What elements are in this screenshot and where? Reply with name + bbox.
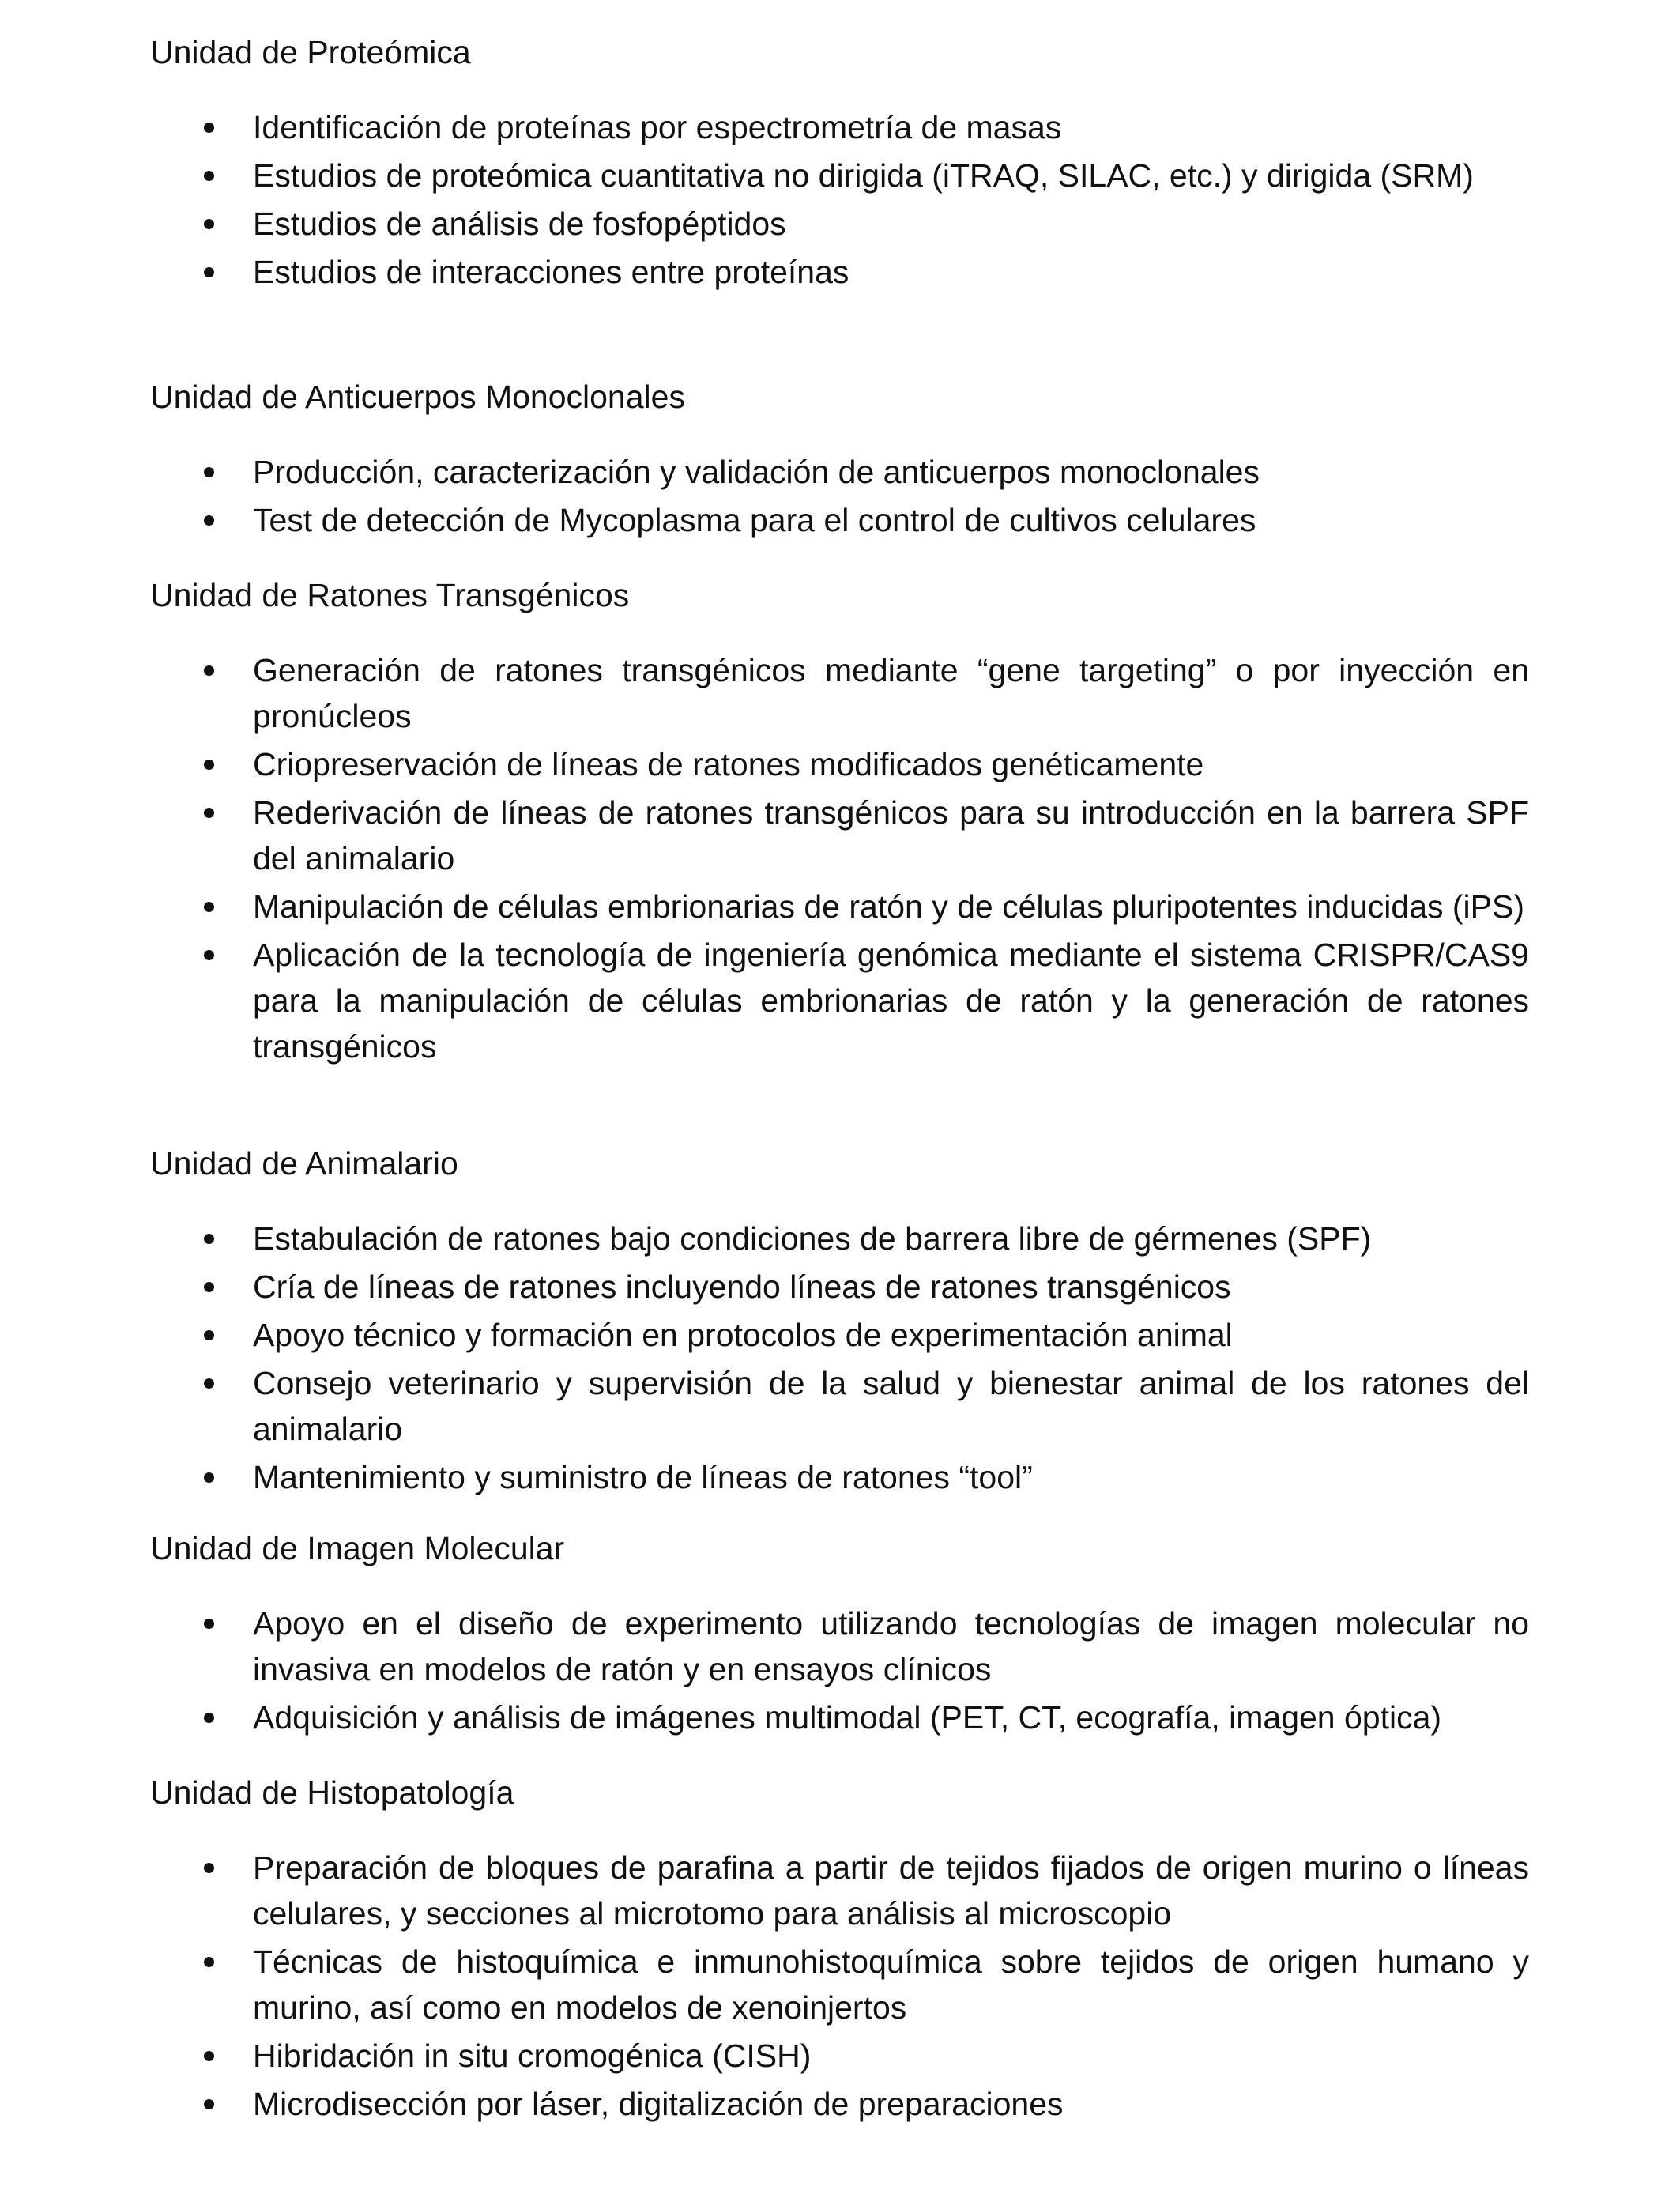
- list-item-text: Estudios de análisis de fosfopéptidos: [253, 205, 786, 242]
- bullet-icon: [204, 1957, 214, 1967]
- list-item-text: Consejo veterinario y supervisión de la salud y bienestar animal de los ratones del animalario: [253, 1365, 1529, 1447]
- list-item: [150, 1695, 1529, 1740]
- list-item: [150, 790, 1529, 881]
- list-item: [150, 201, 1529, 247]
- list-item: [150, 1360, 1529, 1452]
- bullet-list: [150, 1216, 1529, 1500]
- bullet-icon: [204, 1378, 214, 1389]
- bullet-icon: [204, 267, 214, 277]
- list-item: [150, 647, 1529, 739]
- bullet-icon: [204, 1282, 214, 1292]
- list-item-text: Estudios de proteómica cuantitativa no dirigida (iTRAQ, SILAC, etc.) y dirigida (SRM): [253, 157, 1474, 194]
- list-item: [150, 2033, 1529, 2079]
- bullet-list: [150, 104, 1529, 295]
- list-item-text: Estabulación de ratones bajo condiciones de barrera libre de gérmenes (SPF): [253, 1220, 1372, 1257]
- section-anticuerpos: [150, 374, 1529, 545]
- list-item-text: Criopreservación de líneas de ratones modificados genéticamente: [253, 746, 1204, 782]
- bullet-list: [150, 647, 1529, 1069]
- bullet-icon: [204, 515, 214, 526]
- list-item-text: Microdisección por láser, digitalización de preparaciones: [253, 2086, 1064, 2122]
- bullet-icon: [204, 123, 214, 133]
- section-title: Unidad de Ratones Transgénicos: [150, 577, 630, 613]
- list-item: [150, 1312, 1529, 1358]
- bullet-icon: [204, 1619, 214, 1629]
- list-item: [150, 153, 1529, 198]
- list-item: [150, 1600, 1529, 1692]
- section-title: Unidad de Proteómica: [150, 34, 471, 70]
- bullet-icon: [204, 760, 214, 770]
- bullet-icon: [204, 950, 214, 960]
- list-item-text: Manipulación de células embrionarias de ratón y de células pluripotentes inducidas (iPS): [253, 888, 1525, 925]
- section-title: Unidad de Histopatología: [150, 1774, 514, 1811]
- list-item: [150, 104, 1529, 150]
- list-item-text: Test de detección de Mycoplasma para el control de cultivos celulares: [253, 502, 1256, 538]
- list-item: [150, 741, 1529, 787]
- bullet-icon: [204, 808, 214, 818]
- section-title: Unidad de Anticuerpos Monoclonales: [150, 379, 685, 415]
- list-item-text: Apoyo técnico y formación en protocolos de experimentación animal: [253, 1317, 1233, 1353]
- list-item-text: Mantenimiento y suministro de líneas de ratones “tool”: [253, 1459, 1033, 1495]
- list-item: [150, 2081, 1529, 2127]
- section-histopatologia: [150, 1770, 1529, 2129]
- list-item: [150, 249, 1529, 295]
- bullet-icon: [204, 665, 214, 676]
- bullet-icon: [204, 1234, 214, 1244]
- list-item: [150, 884, 1529, 929]
- bullet-icon: [204, 1713, 214, 1723]
- list-item: [150, 1216, 1529, 1261]
- section-title: Unidad de Imagen Molecular: [150, 1530, 565, 1566]
- list-item-text: Cría de líneas de ratones incluyendo líneas de ratones transgénicos: [253, 1269, 1231, 1305]
- list-item-text: Generación de ratones transgénicos mediante “gene targeting” o por inyección en pronúcleos: [253, 652, 1529, 734]
- list-item-text: Hibridación in situ cromogénica (CISH): [253, 2038, 812, 2074]
- bullet-icon: [204, 2099, 214, 2109]
- section-title: Unidad de Animalario: [150, 1145, 458, 1182]
- bullet-icon: [204, 1330, 214, 1340]
- section-proteomica: [150, 29, 1529, 297]
- list-item: [150, 1939, 1529, 2030]
- list-item-text: Aplicación de la tecnología de ingeniería genómica mediante el sistema CRISPR/CAS9 para la manipulación de células embrionarias de ratón y la generación de ratones transgénicos: [253, 937, 1529, 1065]
- list-item: [150, 1845, 1529, 1936]
- list-item: [150, 1454, 1529, 1500]
- bullet-list: [150, 1600, 1529, 1740]
- bullet-icon: [204, 1863, 214, 1873]
- list-item-text: Producción, caracterización y validación de anticuerpos monoclonales: [253, 454, 1260, 490]
- list-item-text: Rederivación de líneas de ratones transgénicos para su introducción en la barrera SPF del animalario: [253, 794, 1529, 876]
- section-ratones-transgenicos: [150, 572, 1529, 1072]
- bullet-icon: [204, 1472, 214, 1483]
- bullet-icon: [204, 467, 214, 477]
- list-item-text: Apoyo en el diseño de experimento utilizando tecnologías de imagen molecular no invasiva en modelos de ratón y en ensayos clínicos: [253, 1605, 1529, 1687]
- list-item-text: Identificación de proteínas por espectrometría de masas: [253, 109, 1062, 145]
- bullet-list: [150, 449, 1529, 543]
- bullet-list: [150, 1845, 1529, 2127]
- list-item-text: Técnicas de histoquímica e inmunohistoquímica sobre tejidos de origen humano y murino, así como en modelos de xenoinjertos: [253, 1943, 1529, 2026]
- bullet-icon: [204, 219, 214, 229]
- list-item: [150, 497, 1529, 543]
- list-item-text: Preparación de bloques de parafina a partir de tejidos fijados de origen murino o líneas celulares, y secciones al microtomo para análisis al microscopio: [253, 1849, 1529, 1932]
- section-animalario: [150, 1140, 1529, 1502]
- section-imagen-molecular: [150, 1525, 1529, 1743]
- list-item: [150, 932, 1529, 1069]
- list-item-text: Adquisición y análisis de imágenes multimodal (PET, CT, ecografía, imagen óptica): [253, 1699, 1442, 1736]
- bullet-icon: [204, 2051, 214, 2061]
- list-item: [150, 1264, 1529, 1310]
- list-item: [150, 449, 1529, 495]
- bullet-icon: [204, 171, 214, 181]
- list-item-text: Estudios de interacciones entre proteínas: [253, 254, 849, 290]
- bullet-icon: [204, 902, 214, 912]
